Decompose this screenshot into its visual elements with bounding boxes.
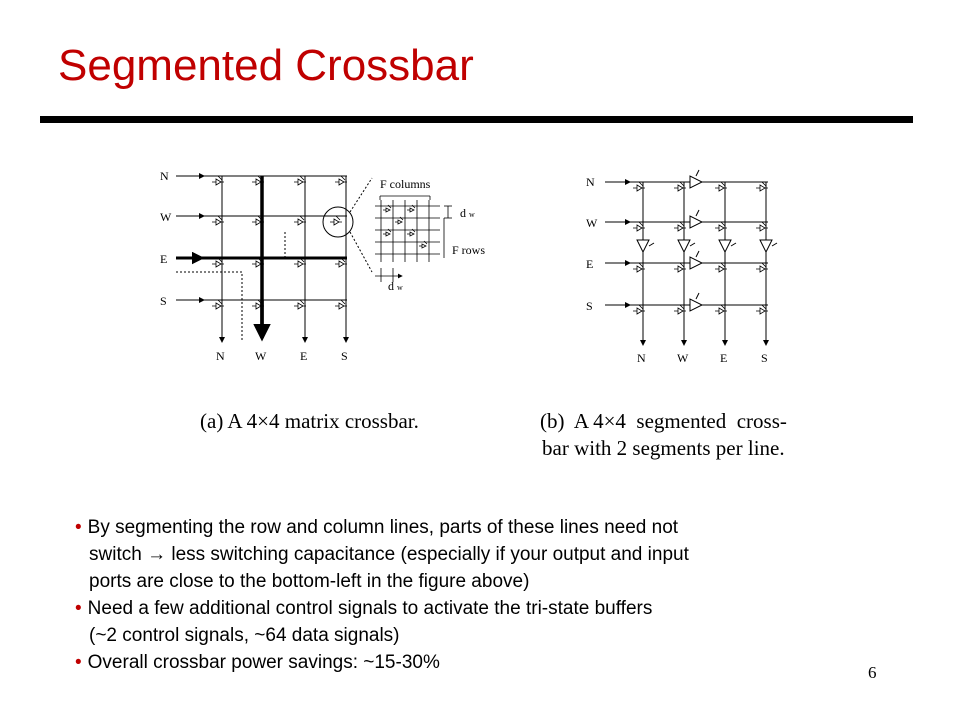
caption-b-line2: bar with 2 segments per line. xyxy=(542,436,785,460)
bullet-list xyxy=(75,514,875,676)
row-label-e-b: E xyxy=(586,257,594,271)
col-label-n-b: N xyxy=(637,351,646,365)
row-label-s-a: S xyxy=(160,294,167,308)
inset-dw-label-right: d w xyxy=(460,206,475,220)
row-label-e-a: E xyxy=(160,252,168,266)
caption-b xyxy=(540,408,787,462)
caption-a-text: A 4×4 matrix crossbar. xyxy=(227,409,419,433)
inset-rows-label: F rows xyxy=(452,243,486,257)
col-label-s-b: S xyxy=(761,351,768,365)
crosspoint-switches-b xyxy=(633,182,768,314)
bullet-marker: • xyxy=(75,517,82,538)
bullet-text: (~2 control signals, ~64 data signals) xyxy=(89,625,400,646)
slide-title: Segmented Crossbar xyxy=(58,41,474,90)
row-label-w-b: W xyxy=(586,216,598,230)
bullet-item xyxy=(75,595,875,649)
matrix-crossbar xyxy=(176,176,372,342)
col-label-w-b: W xyxy=(677,351,689,365)
bullet-text: switch → less switching capacitance (especially if your output and input xyxy=(89,544,689,565)
col-label-e-a: E xyxy=(300,349,308,363)
row-label-n-a: N xyxy=(160,169,169,183)
bullet-text: ports are close to the bottom-left in the figure above) xyxy=(89,571,530,592)
caption-b-line1: (b) A 4×4 segmented cross- xyxy=(540,409,787,433)
col-label-w-a: W xyxy=(255,349,267,363)
row-label-n-b: N xyxy=(586,175,595,189)
col-label-n-a: N xyxy=(216,349,225,363)
segmented-crossbar xyxy=(605,182,768,345)
inset-grid xyxy=(375,196,452,282)
col-label-s-a: S xyxy=(341,349,348,363)
bullet-item xyxy=(75,514,875,595)
row-label-w-a: W xyxy=(160,210,172,224)
page-number: 6 xyxy=(868,663,877,682)
caption-a xyxy=(200,408,419,435)
bullet-text: By segmenting the row and column lines, parts of these lines need not xyxy=(87,517,679,538)
crosspoint-switches-a xyxy=(212,176,347,309)
row-label-s-b: S xyxy=(586,299,593,313)
bullet-item xyxy=(75,649,875,676)
inset-columns-label: F columns xyxy=(380,177,431,191)
caption-a-prefix: (a) xyxy=(200,409,224,433)
bullet-text: Overall crossbar power savings: ~15-30% xyxy=(87,652,440,673)
col-label-e-b: E xyxy=(720,351,728,365)
bullet-text: Need a few additional control signals to activate the tri-state buffers xyxy=(87,598,653,619)
row-tristate-buffers xyxy=(690,170,702,311)
bullet-marker: • xyxy=(75,598,82,619)
inset-dw-label-bottom: d w xyxy=(388,279,403,293)
bullet-marker: • xyxy=(75,652,82,673)
column-tristate-buffers xyxy=(637,240,777,252)
